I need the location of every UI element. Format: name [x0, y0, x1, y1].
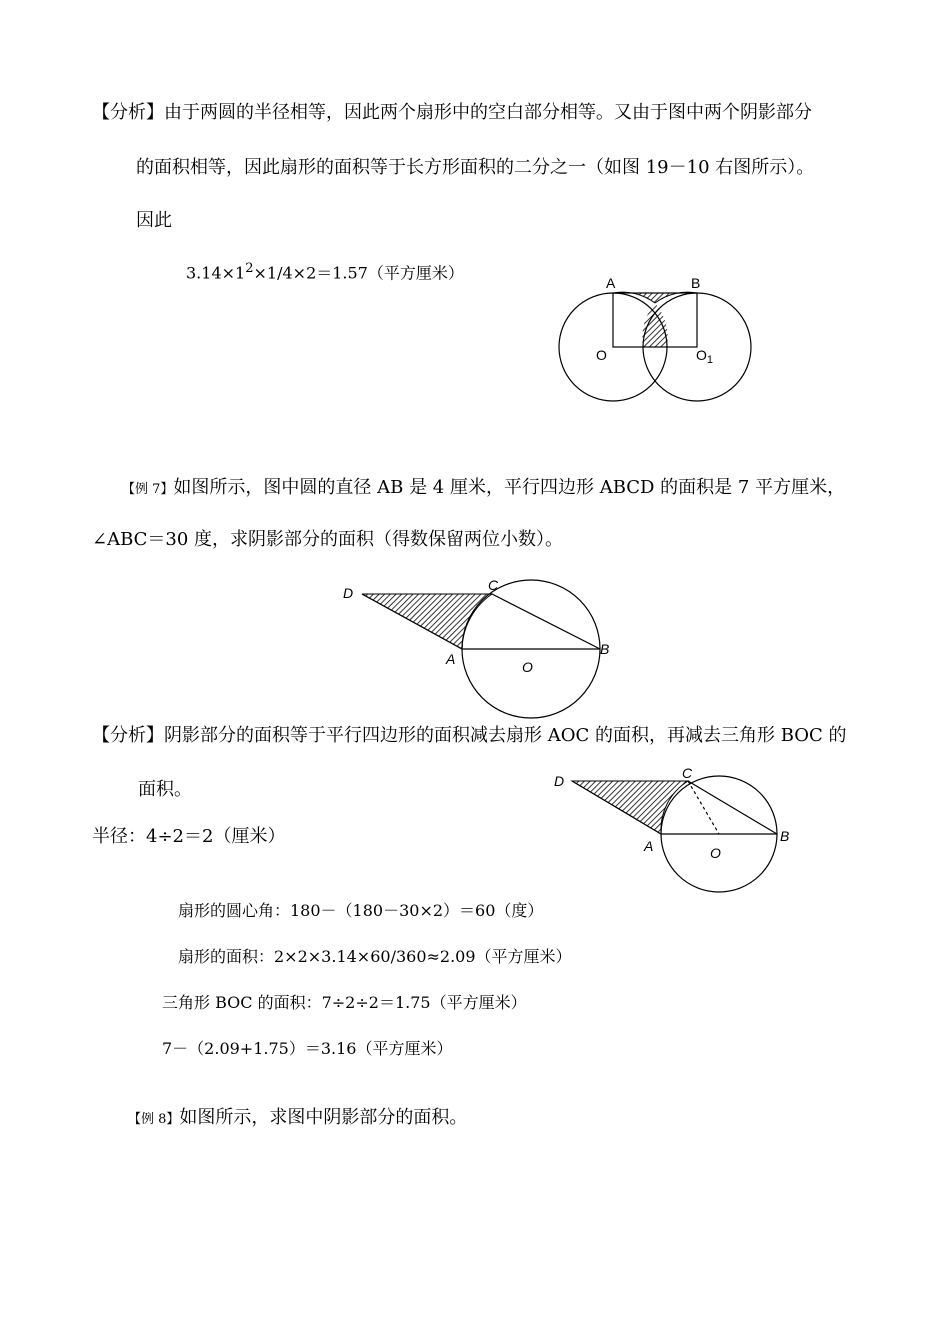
label-o1 [696, 347, 713, 366]
label-a: A [446, 651, 456, 667]
segment-co-dashed [688, 781, 719, 834]
segment-cb [688, 781, 777, 834]
label-o: O [596, 347, 607, 363]
analysis1-line3: 因此 [136, 210, 172, 231]
example7-line2: ∠ABC＝30 度，求阴影部分的面积（得数保留两位小数）。 [92, 529, 564, 550]
example8-text: 如图所示，求图中阴影部分的面积。 [179, 1107, 468, 1128]
analysis1-line1: 【分析】由于两圆的半径相等，因此两个扇形中的空白部分相等。又由于图中两个阴影部分 [92, 102, 812, 123]
shaded-lens-region [642, 303, 668, 347]
analysis1-line2: 的面积相等，因此扇形的面积等于长方形面积的二分之一（如图 19－10 右图所示）。 [136, 157, 815, 178]
label-c: C [488, 577, 499, 593]
analysis2-result: 7－（2.09+1.75）＝3.16（平方厘米） [162, 1039, 453, 1058]
example7-line1 [122, 477, 845, 501]
label-a: A [606, 275, 616, 291]
formula-part-a: 3.14×1 [186, 263, 246, 283]
figure-two-circles [558, 268, 758, 408]
analysis2-radius: 半径：4÷2＝2（厘米） [92, 826, 286, 847]
example8-line1 [128, 1107, 467, 1131]
shaded-region [362, 594, 492, 649]
label-o1-sub: 1 [706, 354, 714, 366]
label-d: D [343, 585, 354, 601]
analysis2-line2: 面积。 [138, 779, 192, 800]
label-c: C [682, 765, 693, 781]
figure-parallelogram-circle [338, 578, 628, 708]
formula-part-b: ×1/4×2＝1.57（平方厘米） [253, 263, 464, 283]
label-o1-main: O [696, 347, 707, 363]
example7-text: 如图所示，图中圆的直径 AB 是 4 厘米，平行四边形 ABCD 的面积是 7 平方厘米， [173, 477, 846, 498]
figure-parallelogram-circle-2 [550, 764, 800, 894]
analysis2-triangle: 三角形 BOC 的面积：7÷2÷2＝1.75（平方厘米） [162, 993, 527, 1012]
label-b: B [600, 641, 610, 657]
label-b: B [780, 828, 790, 844]
segment-cb [492, 594, 600, 649]
example7-tag: 【例 7】 [122, 482, 174, 497]
analysis1-formula [186, 258, 464, 284]
label-o: O [710, 845, 721, 861]
example8-tag: 【例 8】 [128, 1112, 180, 1127]
analysis2-sector: 扇形的面积：2×2×3.14×60/360≈2.09（平方厘米） [178, 947, 572, 966]
label-a: A [644, 838, 654, 854]
formula-superscript: 2 [245, 261, 254, 276]
label-b: B [691, 275, 701, 291]
label-o: O [522, 659, 533, 675]
shaded-top-region [613, 292, 697, 303]
analysis2-line1: 【分析】阴影部分的面积等于平行四边形的面积减去扇形 AOC 的面积，再减去三角形 BOC 的 [92, 725, 847, 746]
shaded-region [572, 781, 688, 834]
label-d: D [554, 773, 565, 789]
analysis2-angle: 扇形的圆心角：180－（180－30×2）＝60（度） [178, 901, 544, 920]
